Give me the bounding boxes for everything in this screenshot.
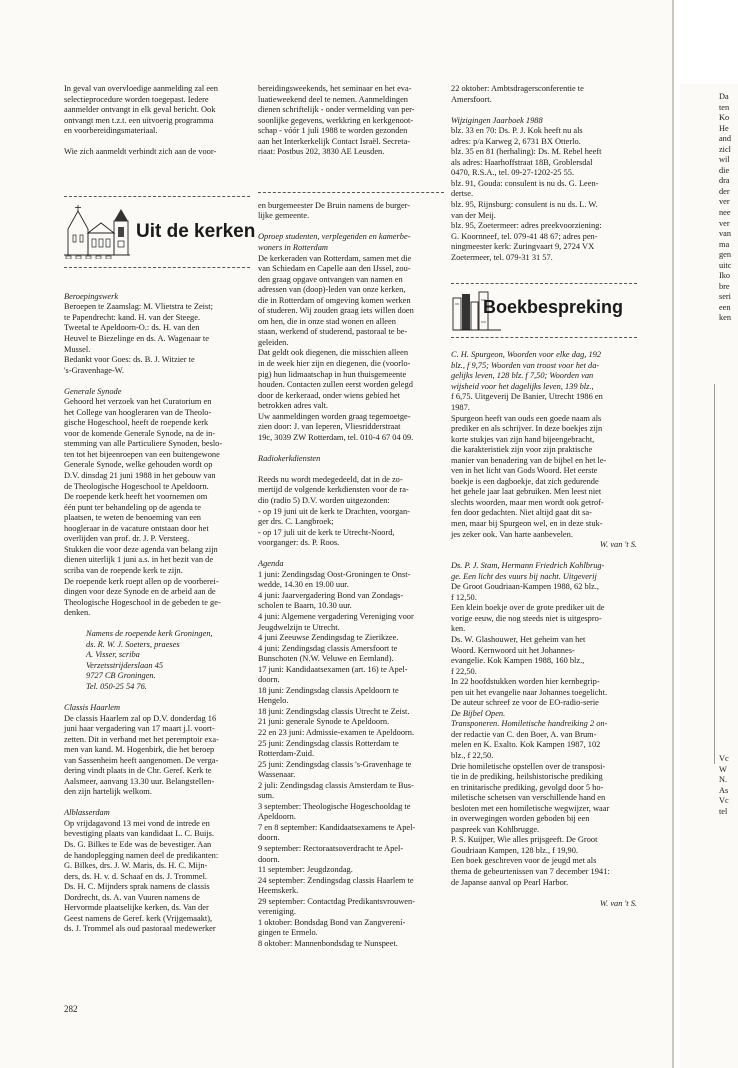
cropped-text-fragment: Da	[719, 92, 729, 101]
text-line: gingen te Ermelo.	[258, 928, 318, 938]
text-line: Zoetermeer, tel. 079-31 31 57.	[451, 252, 553, 262]
text-line: melen en K. Exalto. Kok Kampen 1987, 102	[451, 740, 601, 750]
text-line: ken.	[451, 624, 466, 634]
text-line: 1 oktober: Bondsdag Bond van Zangverení-	[258, 917, 406, 927]
cropped-text-fragment: gen	[719, 250, 731, 260]
text-line: 1987.	[451, 402, 470, 412]
text-line: vereniging.	[258, 907, 296, 917]
italic-text-line: De Bijbel Open.	[451, 708, 506, 718]
text-line: de Japanse aanval op Pearl Harbor.	[451, 877, 569, 887]
text-line: bevestiging plaats van kandidaat L. C. Buijs.	[64, 829, 215, 839]
text-line: ds. J. Trommel als oud pastoraal medewerker	[64, 924, 216, 934]
text-line: 1 juni: Zendingsdag Oost-Groningen te Onst-	[258, 569, 411, 579]
text-line: D.V. dinsdag 21 juni 1988 in het gebouw van	[64, 471, 216, 481]
text-line: jes zeker ook. Van harte aanbevelen.	[451, 529, 573, 539]
cropped-text-fragment: dra	[719, 176, 730, 186]
text-line: adres: p/a Karweg 2, 6731 BX Otterlo.	[451, 136, 581, 146]
italic-text-line: A. Visser, scriba	[86, 650, 140, 660]
text-line: Stukken die voor deze agenda van belang zijn	[64, 544, 218, 554]
text-line: Mussel.	[64, 344, 91, 354]
cropped-text-fragment: zicl	[719, 144, 731, 154]
text-line: blz., f 22,50.	[451, 750, 494, 760]
text-line: doorn.	[258, 833, 280, 843]
text-line: Op vrijdagavond 13 mei vond de intrede en	[64, 818, 210, 828]
text-line: fen door gedachten. Niet altijd gaat dit sa-	[451, 508, 592, 518]
text-line: 0470, R.S.A., tel. 09-27-1202-25 55.	[451, 168, 575, 178]
text-line: 18 juni: Zendingsdag classis Utrecht te Zeist.	[258, 706, 410, 716]
cropped-text-fragment: Vc	[719, 754, 729, 764]
text-line: prediker en als schrijver. In deze boekjes zijn	[451, 424, 603, 434]
next-page-lower-fragments	[680, 754, 738, 817]
text-line: ger drs. C. Langbroek;	[258, 517, 334, 527]
text-line: der redactie van C. den Boer, A. van Brum-	[451, 729, 597, 739]
cropped-text-fragment: bre	[719, 281, 730, 291]
text-line: dienen uiterlijk 1 juni a.s. in het bezit van de	[64, 555, 214, 565]
text-line: van der Meij.	[451, 210, 496, 220]
text-line: Tweetal te Apeldoorn-O.: ds. H. van den	[64, 323, 200, 333]
text-line: pig) hun lidmaatschap in hun thuisgemeente	[258, 369, 407, 379]
cropped-text-fragment: seri	[719, 292, 731, 302]
text-line: Ds. W. Glashouwer, Het geheim van het	[451, 634, 586, 644]
text-line: juni haar vergadering van 17 maart j.l. voort-	[64, 724, 215, 734]
text-line: één punt ter behandeling op de agenda te	[64, 502, 201, 512]
book-section-divider-bottom	[451, 337, 637, 338]
text-line: 9 september: Rectoraatsoverdracht te Apel-	[258, 844, 404, 853]
italic-text-line: wijsheid voor het dagelijks leven, 139 blz.,	[451, 381, 594, 391]
text-line: P. S. Kuijper, Wie alles prijsgeeft. De Groot	[451, 835, 598, 845]
text-line: vorige eeuw, die nog steeds niet is uitgespro-	[451, 613, 602, 623]
text-line: gische Hogeschool, heeft de roepende kerk	[64, 418, 209, 428]
text-line: Aalsmeer, aanvang 13.30 uur. Belangstellen-	[64, 776, 215, 786]
text-line: doorn.	[258, 854, 280, 864]
text-line: 25 juni: Zendingsdag classis Rotterdam te	[258, 738, 399, 748]
text-line: Heemskerk.	[258, 886, 299, 896]
text-line: Ds. H. C. Mijnders sprak namens de classis	[64, 882, 210, 892]
text-line: Goudriaan Kampen, 128 blz., f 19,90.	[451, 845, 578, 855]
church-illustration-icon	[64, 203, 130, 259]
italic-text-line: Agenda	[258, 559, 284, 569]
cropped-text-fragment: and	[719, 134, 731, 144]
text-line: Uw aanmeldingen worden graag tegemoetge-	[258, 411, 411, 421]
section-title-uit-de-kerken: Uit de kerken	[136, 220, 256, 242]
text-line: ders, ds. H. v. d. Schaaf en ds. J. Trommel.	[64, 871, 207, 881]
text-line: blz. 95, Rijnsburg: consulent is nu ds. L. W.	[451, 199, 598, 209]
cropped-text-fragment: Iko	[719, 271, 731, 281]
text-line: men, maar bij Spurgeon wel, en in deze stuk-	[451, 519, 603, 528]
text-line: korte stukjes van zijn hand bijeengebracht,	[451, 434, 595, 444]
book-section-divider-top	[451, 283, 637, 284]
intro-paragraph-2	[64, 147, 250, 158]
text-line: De kerkeraden van Rotterdam, samen met die	[258, 253, 412, 263]
text-line: ven in het licht van Gods Woord. Het eerste	[451, 466, 598, 476]
text-line: dering vindt plaats in de Chr. Geref. Kerk te	[64, 766, 212, 776]
italic-text-line: W. van 't S.	[599, 898, 637, 908]
text-line: bereidingsweekends, het seminaar en het eva-	[258, 84, 412, 93]
page-number: 282	[64, 1004, 78, 1014]
text-line: betrokken adres valt.	[258, 401, 328, 411]
text-line: Wie zich aanmeldt verbindt zich aan de voor-	[64, 147, 217, 157]
italic-text-line: Alblasserdam	[64, 808, 110, 818]
text-line: Amersfoort.	[451, 94, 492, 104]
italic-text-line: C. H. Spurgeon, Woorden voor elke dag, 192	[451, 350, 602, 360]
text-line: 25 juni: Zendingsdag classis 's-Gravenhage te	[258, 759, 412, 769]
italic-text-line: woners in Rotterdam	[258, 242, 328, 252]
intro-paragraph	[64, 84, 250, 137]
text-line: hoogleraar in de vacature ontstaan door het	[64, 523, 209, 533]
text-line: pen uit het evangelie naar Johannes toegelicht.	[451, 687, 608, 697]
text-line: aanmelder ontvangt in elk geval bericht. Ook	[64, 105, 216, 115]
text-line: wedde, 14.30 en 19.00 uur.	[258, 580, 349, 590]
text-line: plaatsen, te weten de benoeming van een	[64, 513, 201, 523]
text-line: De roepende kerk roept allen op de voorberei-	[64, 576, 219, 586]
italic-text-line: blz., f 9,75; Woorden van troost voor het da-	[451, 360, 600, 370]
text-line: van Sassenheim heeft aangenomen. De verga-	[64, 755, 219, 765]
text-line: en voorbereidingsmateriaal.	[64, 126, 158, 136]
text-line: f 22,50.	[451, 666, 477, 676]
text-line: - op 17 juli uit de kerk te Utrecht-Noord,	[258, 527, 395, 537]
cropped-text-fragment: een	[719, 302, 731, 312]
cropped-text-fragment: nee	[719, 208, 731, 218]
italic-text-line: Radiokerkdiensten	[258, 453, 321, 463]
text-line: G. Koornneef, tel. 079-41 48 67; adres pen-	[451, 231, 598, 241]
text-line: zien door: J. van Ieperen, Vliesridderstraat	[258, 422, 401, 432]
text-line: thema de gebeurtenissen van 7 december 1941:	[451, 867, 610, 876]
text-line: f 6,75. Uitgeverij De Banier, Utrecht 1986 en	[451, 392, 603, 402]
italic-text-line: Oproep studenten, verplegenden en kamerbe-	[258, 232, 411, 242]
text-line: blz. 33 en 70: Ds. P. J. Kok heeft nu als	[451, 126, 583, 136]
italic-text-line: ge. Een licht des vuurs bij nacht. Uitgeverij	[451, 571, 597, 581]
text-line: In 22 hoofdstukken worden hier kernbegrip-	[451, 677, 600, 687]
text-line: 4 juni: Zendingsdag classis Amersfoort te	[258, 643, 398, 653]
text-line: ontvangt men t.z.t. een uitvoerig programma	[64, 115, 214, 125]
column-3	[451, 84, 637, 909]
text-line: dertse.	[451, 189, 474, 199]
text-line: geleiden.	[258, 337, 289, 347]
announcements-top	[451, 84, 637, 263]
text-line: die karakteristiek zijn voor zijn praktische	[451, 445, 593, 455]
text-line: G. Bilkes, drs. J. W. Maris, ds. H. C. Mijn-	[64, 861, 208, 871]
next-page-fragments	[680, 92, 738, 324]
cropped-text-fragment: Ko	[719, 113, 730, 123]
column-2-body	[258, 201, 444, 950]
text-line: te Papendrecht: kand. H. van der Steege.	[64, 312, 201, 322]
text-line: om hen, die in onze stad wonen en alleen	[258, 316, 396, 326]
text-line: 29 september: Contactdag Predikantsvrouwen-	[258, 896, 415, 906]
text-line: Generale Synode, welke gehouden wordt op	[64, 460, 213, 470]
text-line: dingen voor deze Synode en de arbeid aan de	[64, 587, 216, 597]
cropped-text-fragment: ken	[719, 313, 731, 323]
column-1	[64, 84, 256, 935]
text-line: Jeugdwelzijn te Utrecht.	[258, 622, 340, 632]
uit-de-kerken-banner	[64, 203, 256, 265]
cropped-text-fragment: ma	[719, 239, 730, 249]
italic-text-line: W. van 't S.	[599, 540, 637, 550]
text-line: slechts woorden, maar men wordt ook getrof-	[451, 497, 604, 507]
text-line: dienen schriftelijk - onder vermelding van per-	[258, 105, 415, 115]
israel-contact-paragraph	[258, 84, 444, 158]
cropped-text-fragment: ver	[719, 218, 730, 228]
text-line: men van kand. M. Hogenbirk, die het beroep	[64, 745, 215, 755]
text-line: overlijden van prof. dr. J. P. Versteeg.	[64, 534, 190, 544]
text-line: blz. 35 en 81 (herhaling): Ds. M. Rebel heeft	[451, 147, 602, 157]
text-line: en trinitarische prediking, gevolgd door 5 ho-	[451, 782, 604, 792]
text-line: 11 september: Jeugdzondag.	[258, 865, 353, 875]
next-page-box-border	[714, 384, 715, 764]
italic-text-line: Wijzigingen Jaarboek 1988	[451, 115, 543, 125]
text-line: of studeren. Wij zouden graag iets willen doen	[258, 306, 414, 316]
text-line: zetten. Dit in verband met het peremptoir exa-	[64, 734, 219, 744]
text-line: luatieweekend deel te nemen. Aanmeldingen	[258, 94, 408, 104]
text-line: 4 juni Zeeuwse Zendingsdag te Zierikzee.	[258, 633, 399, 643]
text-line: mertijd de volgende kerkdiensten voor de ra-	[258, 485, 409, 495]
text-line: en burgemeester De Bruin namens de burger-	[258, 200, 411, 210]
text-line: de handoplegging namen deel de predikanten:	[64, 850, 219, 860]
section-divider-top	[64, 196, 250, 197]
cropped-text-fragment: ver	[719, 197, 730, 207]
text-line: Bunschoten (N.W. Veluwe en Eemland).	[258, 654, 394, 664]
text-line: besloten met een homiletische wegwijzer, waar	[451, 803, 610, 813]
text-line: Wassenaar.	[258, 770, 296, 780]
text-line: die in Rotterdam of omgeving komen werken	[258, 295, 411, 305]
text-line: dio (radio 5) D.V. worden uitgezonden:	[258, 496, 390, 505]
cropped-text-fragment: He	[719, 123, 729, 133]
text-line: Drie homiletische opstellen over de transposi-	[451, 761, 606, 771]
text-line: 17 juni: Kandidaatsexamen (art. 16) te Apel-	[258, 664, 408, 674]
text-line: Spurgeon heeft van ouds een goede naam als	[451, 413, 602, 423]
text-line: voorganger: ds. P. Roos.	[258, 538, 340, 548]
text-line: De Groot Goudriaan-Kampen 1988, 62 blz.,	[451, 582, 599, 592]
text-line: staan, werkend of studerend, pastoraal te be-	[258, 327, 408, 337]
text-line: riaat: Postbus 202, 3830 AE Leusden.	[258, 147, 385, 157]
text-line: Reeds nu wordt medegedeeld, dat in de zo-	[258, 474, 403, 484]
text-line: aan het Interkerkelijk Contact Israël. Secreta-	[258, 136, 411, 146]
section-title-boekbespreking: Boekbespreking	[483, 297, 624, 318]
text-line: Ds. G. Bilkes te Ede was de bevestiger. Aan	[64, 840, 212, 850]
text-line: het College van hoogleraren van de Theolo-	[64, 407, 212, 417]
text-line: In geval van overvloedige aanmelding zal een	[64, 84, 218, 93]
text-line: Gehoord het verzoek van het Curatorium en	[64, 397, 212, 407]
cropped-text-fragment: wil	[719, 155, 730, 165]
text-line: boekje is een dagboekje, dat zich gedurende	[451, 476, 599, 486]
text-line: scholen te Baarn, 10.30 uur.	[258, 601, 352, 611]
cropped-text-fragment: ten	[719, 102, 730, 112]
text-line: paspreek van Kohlbrugge.	[451, 824, 540, 834]
text-line: 7 en 8 september: Kandidaatsexamens te Apel-	[258, 822, 416, 832]
italic-text-line: ds. R. W. J. Soeters, praeses	[86, 639, 180, 649]
text-line: van Schiedam en Capelle aan den IJssel, zou-	[258, 264, 411, 274]
text-line: Rotterdam-Zuid.	[258, 749, 315, 759]
text-line: den zijn hartelijk welkom.	[64, 787, 152, 797]
text-line: blz. 91, Gouda: consulent is nu ds. G. Leen-	[451, 178, 599, 188]
text-line: 2 juli: Zendingsdag classis Amsterdam te Bus-	[258, 780, 414, 790]
italic-text-line: Transponeren. Homiletische handreiking 2 on-	[451, 719, 608, 729]
italic-text-line: 9727 CB Groningen.	[86, 671, 156, 681]
text-line: scriba van de roepende kerk te zijn.	[64, 565, 183, 575]
text-line: Hervormde plaatselijke kerken, ds. Van der	[64, 903, 209, 913]
text-line: f 12,50.	[451, 592, 477, 602]
text-line: blz. 95, Zoetermeer: adres preekvoorziening:	[451, 221, 602, 231]
cropped-text-fragment: N.	[719, 775, 728, 785]
text-line: Bedankt voor Goes: ds. B. J. Witzier te	[64, 355, 195, 365]
text-line: Hengelo.	[258, 696, 289, 706]
text-line: Beroepen te Zaamslag: M. Vlietstra te Zeist;	[64, 302, 213, 312]
text-line: Een boek geschreven voor de jeugd met als	[451, 856, 597, 866]
next-page-edge	[680, 84, 738, 1068]
text-line: 24 september: Zendingsdag classis Haarlem te	[258, 875, 414, 885]
text-line: Woord. Kernwoord uit het Johannes-	[451, 645, 575, 655]
text-line: Apeldoorn.	[258, 812, 296, 822]
italic-text-line: Verzetsstrijderslaan 45	[86, 660, 164, 670]
column-2	[258, 84, 444, 949]
italic-text-line: Generale Synode	[64, 386, 122, 396]
italic-text-line: Ds. P. J. Stam, Hermann Friedrich Kohlbrug-	[451, 561, 605, 571]
boekbespreking-banner	[451, 288, 637, 334]
text-line: 's-Gravenhage-W.	[64, 365, 125, 375]
text-line: den graag opgave ontvangen van namen en	[258, 274, 403, 284]
text-line: miletische schetsen van verschillende hand en	[451, 793, 606, 803]
column-2-divider	[258, 192, 444, 193]
italic-text-line: Classis Haarlem	[64, 702, 121, 712]
section-divider-bottom	[64, 267, 250, 268]
text-line: 21 juni: generale Synode te Apeldoorn.	[258, 717, 390, 727]
text-line: door de kerkeraad, onder wiens gebied het	[258, 390, 401, 400]
cropped-text-fragment: W	[719, 764, 727, 774]
text-line: Dat geldt ook diegenen, die misschien alleen	[258, 348, 409, 358]
text-line: ten tot het bijeenroepen van een buitengewone	[64, 449, 220, 459]
text-line: denken.	[64, 608, 91, 618]
text-line: tie in de prediking, heilshistorische prediking	[451, 772, 603, 782]
text-line: sum.	[258, 791, 275, 801]
text-line: adressen van (doop)-leden van onze kerken,	[258, 285, 406, 295]
text-line: Geest namens de Geref. kerk (Vrijgemaakt),	[64, 913, 213, 923]
text-line: 22 oktober: Ambtsdragersconferentie te	[451, 84, 584, 93]
text-line: doorn.	[258, 675, 280, 685]
cropped-text-fragment: uitc	[719, 260, 732, 270]
text-line: in overwegingen worden geboden bij een	[451, 814, 590, 824]
text-line: evangelie. Kok Kampen 1988, 160 blz.,	[451, 656, 585, 666]
cropped-text-fragment: van	[719, 229, 731, 239]
text-line: 8 oktober: Mannenbondsdag te Nunspeet.	[258, 938, 398, 948]
text-line: voor de komende Generale Synode, na de in-	[64, 428, 216, 438]
text-line: ningmeester kerk: Zuringvaart 9, 2724 VX	[451, 242, 595, 252]
cropped-text-fragment: die	[719, 165, 730, 175]
text-line: soonlijke gegevens, werkkring en kerkgenoot-	[258, 115, 414, 125]
text-line: De roepende kerk heeft het voornemen om	[64, 492, 208, 502]
text-line: Een klein boekje over de grote prediker uit de	[451, 603, 605, 613]
text-line: schap - vóór 1 juli 1988 te worden gezonden	[258, 126, 408, 136]
boekbespreking-body	[451, 350, 637, 909]
text-line: manier van benadering van de bijbel en het le-	[451, 455, 607, 465]
text-line: Theologische Hogeschool in de gebeden te ge-	[64, 597, 221, 607]
text-line: selectieprocedure worden toegepast. Iedere	[64, 94, 209, 104]
text-line: 4 juni: Algemene vergadering Vereniging voor	[258, 611, 414, 621]
italic-text-line: Tel. 050-25 54 76.	[86, 681, 147, 691]
text-line: 4 juni: Jaarvergadering Bond van Zondags-	[258, 590, 404, 600]
text-line: 19c, 3039 ZW Rotterdam, tel. 010-4 67 04 09.	[258, 432, 414, 442]
text-line: 22 en 23 juni: Admissie-examen te Apeldoorn.	[258, 727, 415, 737]
text-line: Heuvel te Biezelinge en ds. A. Wagenaar te	[64, 333, 209, 343]
italic-text-line: Beroepingswerk	[64, 291, 119, 301]
text-line: lijke gemeente.	[258, 211, 310, 221]
text-line: - op 19 juni uit de kerk te Drachten, voorgan-	[258, 506, 410, 516]
text-line: 18 juni: Zendingsdag classis Apeldoorn te	[258, 685, 399, 695]
italic-text-line: Namens de roepende kerk Groningen,	[86, 629, 213, 639]
text-line: 3 september: Theologische Hogeschooldag te	[258, 801, 411, 811]
text-line: het gehele jaar laat gebruiken. Men leest niet	[451, 487, 602, 497]
italic-text-line: gelijks leven, 128 blz. f 7,50; Woorden van	[451, 371, 594, 381]
cropped-text-fragment: der	[719, 186, 730, 196]
text-line: Dordrecht, ds. A. van Vuuren namens de	[64, 892, 200, 902]
uit-de-kerken-body	[64, 292, 250, 935]
text-line: houden. Contacten zullen eerst worden gelegd	[258, 380, 413, 390]
text-line: De auteur schreef ze voor de EO-radio-serie	[451, 698, 599, 708]
text-line: De classis Haarlem zal op D.V. donderdag 16	[64, 713, 217, 723]
cropped-text-fragment: tel	[719, 806, 728, 816]
cropped-text-fragment: As	[719, 785, 729, 795]
text-line: stemming van alle Particuliere Synoden, beslo-	[64, 439, 223, 449]
cropped-text-fragment: Vc	[719, 796, 729, 806]
text-line: als adres: Haarhoffstraat 18B, Groblersdal	[451, 157, 593, 167]
text-line: in de week hier zijn en diegenen, die (voorlo-	[258, 358, 411, 368]
text-line: de Theologische Hogeschool te Apeldoorn.	[64, 481, 209, 491]
